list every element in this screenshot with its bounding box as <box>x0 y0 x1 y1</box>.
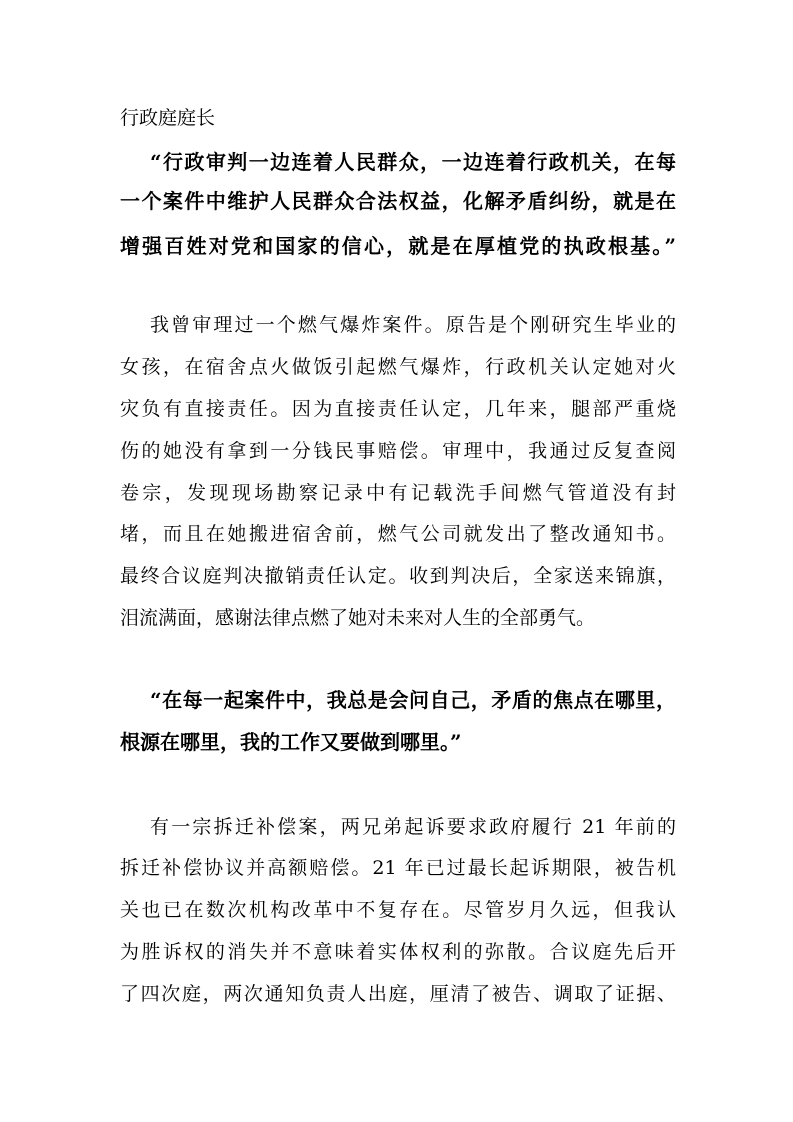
paragraph-line: 灾负有直接责任。因为直接责任认定，几年来，腿部严重烧 <box>120 398 676 420</box>
paragraph-line: 关也已在数次机构改革中不复存在。尽管岁月久远，但我认 <box>120 899 676 921</box>
paragraph-line: 伤的她没有拿到一分钱民事赔偿。审理中，我通过反复查阅 <box>120 440 676 462</box>
section-heading: 行政庭庭长 <box>120 107 216 129</box>
paragraph-line: 堵，而且在她搬进宿舍前，燃气公司就发出了整改通知书。 <box>120 523 676 545</box>
paragraph-line: 女孩，在宿舍点火做饭引起燃气爆炸，行政机关认定她对火 <box>120 356 676 378</box>
paragraph-line: 拆迁补偿协议并高额赔偿。21 年已过最长起诉期限，被告机 <box>120 857 676 879</box>
paragraph-line: 最终合议庭判决撤销责任认定。收到判决后，全家送来锦旗， <box>120 565 676 587</box>
quote-line: “行政审判一边连着人民群众，一边连着行政机关，在每 <box>150 150 676 174</box>
paragraph-line: 卷宗，发现现场勘察记录中有记载洗手间燃气管道没有封 <box>120 482 676 504</box>
paragraph-line: 了四次庭，两次通知负责人出庭，厘清了被告、调取了证据、 <box>120 983 676 1005</box>
paragraph-line: 泪流满面，感谢法律点燃了她对未来对人生的全部勇气。 <box>120 607 596 629</box>
paragraph-line: 我曾审理过一个燃气爆炸案件。原告是个刚研究生毕业的 <box>150 314 676 336</box>
quote-line: 增强百姓对党和国家的信心，就是在厚植党的执政根基。” <box>120 234 676 258</box>
quote-line: 一个案件中维护人民群众合法权益，化解矛盾纠纷，就是在 <box>120 189 676 213</box>
quote-line: “在每一起案件中，我总是会问自己，矛盾的焦点在哪里， <box>150 688 676 712</box>
paragraph-line: 为胜诉权的消失并不意味着实体权利的弥散。合议庭先后开 <box>120 941 676 963</box>
paragraph-line: 有一宗拆迁补偿案，两兄弟起诉要求政府履行 21 年前的 <box>150 816 676 838</box>
quote-line: 根源在哪里，我的工作又要做到哪里。” <box>120 730 462 754</box>
